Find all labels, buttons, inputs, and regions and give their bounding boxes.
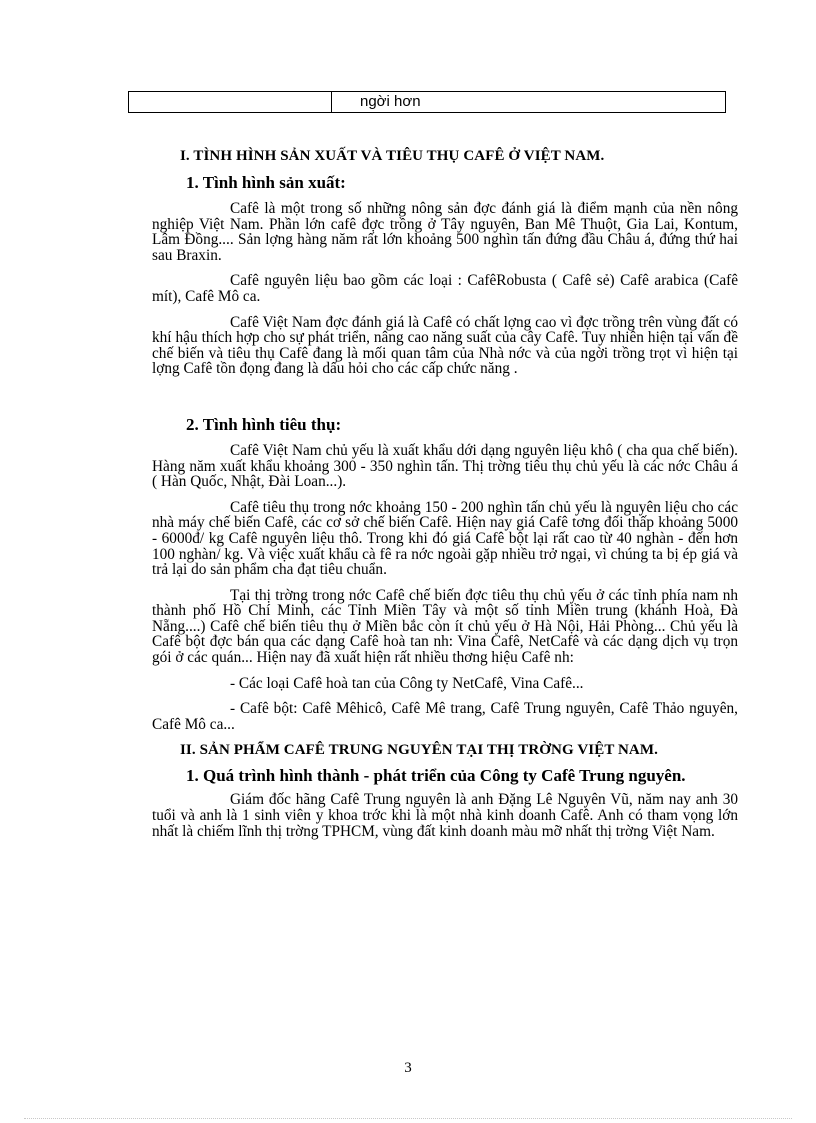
table-cell-right: ngời hơn: [360, 93, 421, 110]
list-item: - Cafê bột: Cafê Mêhicô, Cafê Mê trang, Cafê Trung nguyên, Cafê Thảo nguyên, Cafê Mô ca...: [152, 700, 738, 733]
page-content: [152, 148, 738, 849]
paragraph: Cafê Việt Nam đợc đánh giá là Cafê có chất lợng cao vì đợc trồng trên vùng đất có khí hậu thích hợp cho sự phát triển, nâng cao năng suất của cây Cafê. Tuy nhiên hiện tại vấn đề chế biến và tiêu thụ Cafê đang là mối quan tâm của Nhà nớc và của ngời trồng trọt vì hiện tại lợng Cafê tồn đọng đang là dấu hỏi cho các cấp chức năng .: [152, 313, 738, 378]
section-1-sub-1-title: 1. Tình hình sản xuất:: [186, 173, 346, 192]
paragraph: Cafê tiêu thụ trong nớc khoảng 150 - 200 nghìn tấn chủ yếu là nguyên liệu cho các nhà máy chế biến Cafê, các cơ sở chế biến Cafê. Hiện nay giá Cafê tơng đối thấp khoảng 5000 - 6000đ/ kg Cafê nguyên liệu thô. Trong khi đó giá Cafê bột lại rất cao từ 40 nghàn - đến hơn 100 nghàn/ kg. Và việc xuất khẩu cà fê ra nớc ngoài gặp nhiều trở ngại, vì chúng ta bị ép giá và trả lại do sản phẩm cha đạt tiêu chuẩn.: [152, 498, 738, 579]
continuation-table: [128, 91, 726, 113]
section-2-sub-1-title: 1. Quá trình hình thành - phát triển của Công ty Cafê Trung nguyên.: [186, 766, 686, 786]
paragraph: Cafê là một trong số những nông sản đợc đánh giá là điểm mạnh của nền nông nghiệp Việt Nam. Phần lớn cafê đợc trồng ở Tây nguyên, Ban Mê Thuột, Gia Lai, Kontum, Lâm Đồng.... Sản lợng hàng năm rất lớn khoảng 500 nghìn tấn đứng đầu Châu á, đứng thứ hai sau Braxin.: [152, 200, 738, 264]
section-1-sub-2-title: 2. Tình hình tiêu thụ:: [186, 414, 342, 434]
paragraph: Cafê Việt Nam chủ yếu là xuất khẩu dới dạng nguyên liệu khô ( cha qua chế biến). Hàng năm xuất khẩu khoảng 300 - 350 nghìn tấn. Thị trờng tiêu thụ chủ yếu là các nớc Châu á ( Hàn Quốc, Nhật, Đài Loan...).: [152, 441, 738, 491]
section-1-title: I. TÌNH HÌNH SẢN XUẤT VÀ TIÊU THỤ CAFÊ Ở VIỆT NAM.: [180, 148, 605, 164]
paragraph: Cafê nguyên liệu bao gồm các loại : CafêRobusta ( Cafê sẻ) Cafê arabica (Cafê mít), Cafê Mô ca.: [152, 272, 738, 305]
page-bottom-edge: [24, 1118, 792, 1119]
page-number: 3: [404, 1060, 412, 1076]
paragraph: Tại thị trờng trong nớc Cafê chế biến đợc tiêu thụ chủ yếu ở các tỉnh phía nam nh thành phố Hồ Chí Minh, các Tỉnh Miền Tây và một số tỉnh Miền trung (khánh Hoà, Đà Nẵng....) Cafê chế biến tiêu thụ ở Miền bắc còn ít chủ yếu ở Hà Nội, Hải Phòng... Chủ yếu là Cafê bột đợc bán qua các dạng Cafê hoà tan nh: Vina Cafê, NetCafê và các dạng dịch vụ trọn gói ở các quán... Hiện nay đã xuất hiện rất nhiều thơng hiệu Cafê nh:: [152, 586, 738, 667]
paragraph: Giám đốc hãng Cafê Trung nguyên là anh Đặng Lê Nguyên Vũ, năm nay anh 30 tuổi và anh là 1 sinh viên y khoa trớc khi là một nhà kinh doanh Cafê. Anh có tham vọng lớn nhất là chiếm lĩnh thị trờng TPHCM, vùng đất kinh doanh màu mỡ nhất thị trờng Việt Nam.: [152, 791, 738, 840]
section-2-title: II. SẢN PHẨM CAFÊ TRUNG NGUYÊN TẠI THỊ TRỜNG VIỆT NAM.: [180, 742, 658, 759]
list-item: - Các loại Cafê hoà tan của Công ty NetCafê, Vina Cafê...: [230, 674, 584, 692]
table-cell-left: [129, 92, 332, 112]
